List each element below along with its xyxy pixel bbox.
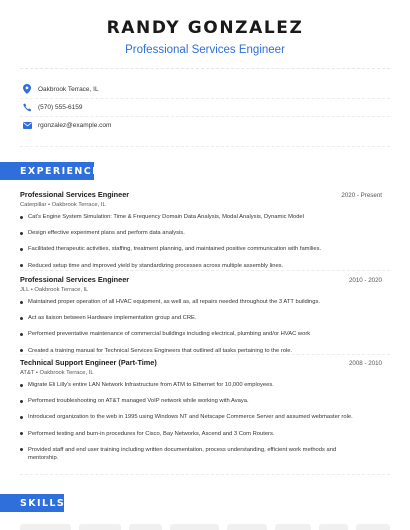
candidate-name: RANDY GONZALEZ [106,18,304,38]
bullet-dot [20,448,23,451]
job-title: Professional Services Engineer [20,275,130,284]
job-title: Professional Services Engineer [20,190,130,199]
contact-email [22,116,390,134]
location-pin-icon [22,83,32,95]
bullet-dot [20,400,23,403]
bullet-dot [20,216,23,219]
job-bullet [20,245,382,254]
skill-chip [79,524,121,530]
job-divider [20,474,390,475]
contact-email-text: rgonzalez@example.com [38,121,112,129]
resume-header [0,18,410,56]
job-divider [20,270,390,271]
candidate-role: Professional Services Engineer [125,44,285,56]
job-bullet [20,430,382,439]
contact-location-text: Oakbrook Terrace, IL [38,85,99,93]
job-company: Caterpillar • Oakbrook Terrace, IL [20,202,106,208]
bullet-dot [20,432,23,435]
bullet-text: Reduced setup time and improved yield by standardizing processes across multiple assembly lines. [28,262,284,269]
job-bullet [20,213,382,222]
skill-chip [170,524,219,530]
job-dates: 2010 - 2020 [348,277,382,284]
section-heading-skills: SKILLS [0,494,64,512]
skills-chips [20,524,390,530]
skill-chip [275,524,311,530]
job-bullet [20,229,382,238]
skill-chip [129,524,161,530]
job-divider [20,354,390,355]
bullet-dot [20,264,23,267]
job-dates: 2020 - Present [341,192,382,199]
job-title: Technical Support Engineer (Part-Time) [20,358,157,367]
contact-divider [20,146,390,147]
bullet-dot [20,317,23,320]
job-entry [20,358,382,471]
bullet-text: Maintained proper operation of all HVAC equipment, as well as, all repairs needed throughout the 3 ATT buildings. [28,299,320,305]
contact-phone-text: (570) 555-6159 [38,103,83,111]
job-entry [20,275,382,363]
job-company: AT&T • Oakbrook Terrace, IL [20,370,94,376]
bullet-text: Performed preventative maintenance of commercial buildings including electrical, plumbing and/or HVAC work [28,331,311,338]
section-heading-experience: EXPERIENCE [0,162,94,180]
header-divider [20,68,390,69]
job-bullet [20,298,382,307]
bullet-dot [20,416,23,419]
contact-location [22,80,390,98]
skill-chip [20,524,71,530]
bullet-text: Created a training manual for Technical Services Engineers that outlined all tasks pertaining to the role. [28,347,293,354]
skill-chip [227,524,267,530]
job-company: JLL • Oakbrook Terrace, IL [20,287,89,293]
job-bullet [20,262,382,271]
bullet-text: Act as liaison between Hardware implementation group and CRE. [28,315,197,322]
bullet-dot [20,301,23,304]
bullet-text: Provided staff and end user training including written documentation, process understanding, efficient work methods and mentorship. [28,446,337,462]
contact-phone [22,98,390,116]
skill-chip [356,524,390,530]
mail-icon [22,119,32,131]
job-entry [20,190,382,278]
bullet-text: Introduced organization to the web in 1995 using Windows NT and Netscape Commerce Server and assumed webmaster role. [28,414,353,421]
bullet-dot [20,384,23,387]
job-bullet [20,314,382,323]
bullet-text: Design effective experiment plans and perform data analysis. [28,230,185,237]
bullet-text: Performed troubleshooting on AT&T managed VoIP network while working with Avaya. [28,398,249,405]
job-bullet [20,413,382,422]
bullet-text: Facilitated therapeutic activities, staffing, treatment planning, and maintained positive communication with families. [28,246,322,253]
job-bullet [20,446,382,463]
bullet-dot [20,248,23,251]
job-bullet [20,397,382,406]
bullet-text: Migrate Eli Lilly's entire LAN Network Infrastructure from ATM to Ethernet for 10,000 employees. [28,382,274,388]
job-dates: 2008 - 2010 [348,360,382,367]
phone-icon [22,101,32,113]
bullet-dot [20,232,23,235]
bullet-dot [20,349,23,352]
job-bullet [20,381,382,390]
skill-chip [319,524,348,530]
job-bullet [20,330,382,339]
bullet-text: Performed testing and burn-in procedures for Cisco, Bay Networks, Ascend and 3 Com Routers. [28,430,275,437]
bullet-dot [20,333,23,336]
bullet-text: Cat's Engine System Simulation: Time & Frequency Domain Data Analysis, Modal Analysis, Dynamic Model [28,214,304,220]
